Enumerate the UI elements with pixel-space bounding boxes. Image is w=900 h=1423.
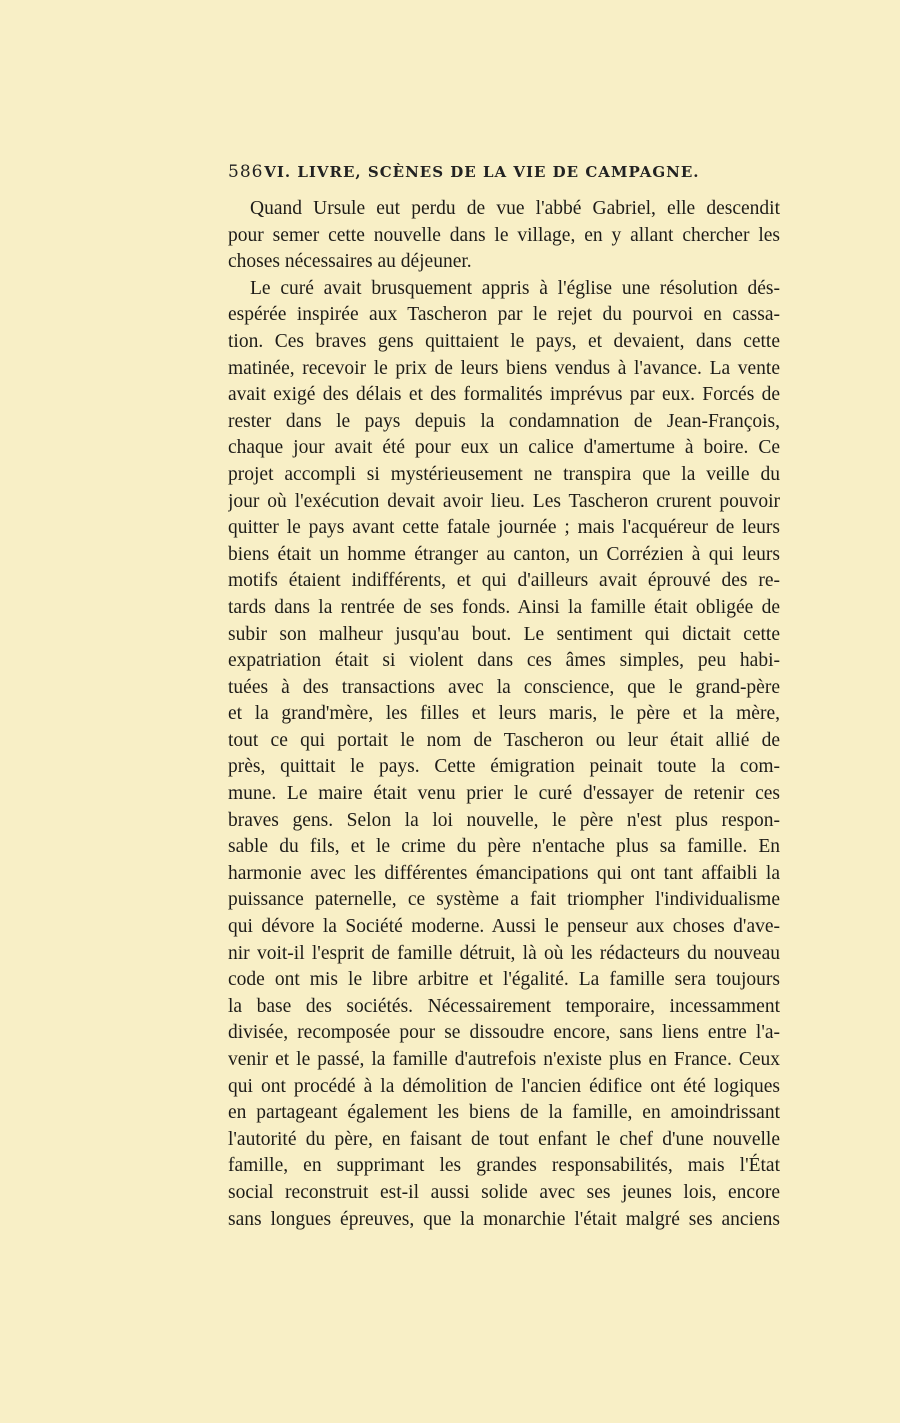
text-line: l'autorité du père, en faisant de tout enfant le chef d'une nouvelle bbox=[228, 1128, 780, 1150]
text-line: biens était un homme étranger au canton, un Corrézien à qui leurs bbox=[228, 543, 780, 565]
text-line: social reconstruit est-il aussi solide avec ses jeunes lois, encore bbox=[228, 1181, 780, 1203]
text-line: en partageant également les biens de la famille, en amoindrissant bbox=[228, 1102, 780, 1124]
text-line: la base des sociétés. Nécessairement temporaire, incessamment bbox=[228, 995, 780, 1017]
text-line: tion. Ces braves gens quittaient le pays, et devaient, dans cette bbox=[228, 330, 780, 352]
text-line: qui dévore la Société moderne. Aussi le penseur aux choses d'ave- bbox=[228, 916, 780, 938]
text-line: tards dans la rentrée de ses fonds. Ainsi la famille était obligée de bbox=[228, 596, 780, 618]
text-line: chaque jour avait été pour eux un calice d'amertume à boire. Ce bbox=[228, 437, 780, 459]
text-line: tuées à des transactions avec la conscience, que le grand-père bbox=[228, 676, 780, 698]
text-line: qui ont procédé à la démolition de l'ancien édifice ont été logiques bbox=[228, 1075, 780, 1097]
text-line: subir son malheur jusqu'au bout. Le sentiment qui dictait cette bbox=[228, 623, 780, 645]
text-line: nir voit-il l'esprit de famille détruit, là où les rédacteurs du nouveau bbox=[228, 942, 780, 964]
text-line: rester dans le pays depuis la condamnation de Jean-François, bbox=[228, 410, 780, 432]
text-line: divisée, recomposée pour se dissoudre encore, sans liens entre l'a- bbox=[228, 1022, 780, 1044]
text-line: et la grand'mère, les filles et leurs maris, le père et la mère, bbox=[228, 703, 780, 725]
body-text bbox=[228, 196, 780, 1233]
text-line: matinée, recevoir le prix de leurs biens vendus à l'avance. La vente bbox=[228, 357, 780, 379]
text-line: motifs étaient indifférents, et qui d'ailleurs avait éprouvé des re- bbox=[228, 570, 780, 592]
text-line: choses nécessaires au déjeuner. bbox=[228, 251, 472, 273]
text-line: mune. Le maire était venu prier le curé d'essayer de retenir ces bbox=[228, 783, 780, 805]
text-line: venir et le passé, la famille d'autrefois n'existe plus en France. Ceux bbox=[228, 1049, 780, 1070]
text-line: sans longues épreuves, que la monarchie l'était malgré ses anciens bbox=[228, 1208, 780, 1230]
text-line: projet accompli si mystérieusement ne transpira que la veille du bbox=[228, 463, 780, 485]
text-line: harmonie avec les différentes émancipations qui ont tant affaibli la bbox=[228, 862, 780, 884]
text-line: puissance paternelle, ce système a fait triompher l'individualisme bbox=[228, 889, 780, 911]
text-line: pour semer cette nouvelle dans le village, en y allant chercher les bbox=[228, 224, 780, 246]
text-line: code ont mis le libre arbitre et l'égalité. La famille sera toujours bbox=[228, 969, 780, 991]
text-line: quitter le pays avant cette fatale journée ; mais l'acquéreur de leurs bbox=[228, 517, 780, 539]
text-line: Le curé avait brusquement appris à l'église une résolution dés- bbox=[250, 277, 780, 299]
running-header bbox=[228, 162, 708, 182]
text-line: sable du fils, et le crime du père n'entache plus sa famille. En bbox=[228, 836, 780, 858]
text-line: famille, en supprimant les grandes responsabilités, mais l'État bbox=[228, 1155, 780, 1177]
text-line: expatriation était si violent dans ces âmes simples, peu habi- bbox=[228, 650, 780, 672]
text-line: près, quittait le pays. Cette émigration peinait toute la com- bbox=[228, 756, 780, 778]
page-number: 586 bbox=[228, 162, 264, 182]
text-line: Quand Ursule eut perdu de vue l'abbé Gabriel, elle descendit bbox=[250, 198, 780, 219]
text-line: tout ce qui portait le nom de Tascheron ou leur était allié de bbox=[228, 729, 780, 751]
text-line: jour où l'exécution devait avoir lieu. Les Tascheron crurent pouvoir bbox=[228, 490, 780, 512]
text-line: espérée inspirée aux Tascheron par le rejet du pourvoi en cassa- bbox=[228, 304, 780, 326]
running-title: VI. LIVRE, SCÈNES DE LA VIE DE CAMPAGNE. bbox=[264, 163, 700, 181]
text-line: braves gens. Selon la loi nouvelle, le père n'est plus respon- bbox=[228, 809, 780, 831]
text-line: avait exigé des délais et des formalités imprévus par eux. Forcés de bbox=[228, 384, 780, 406]
